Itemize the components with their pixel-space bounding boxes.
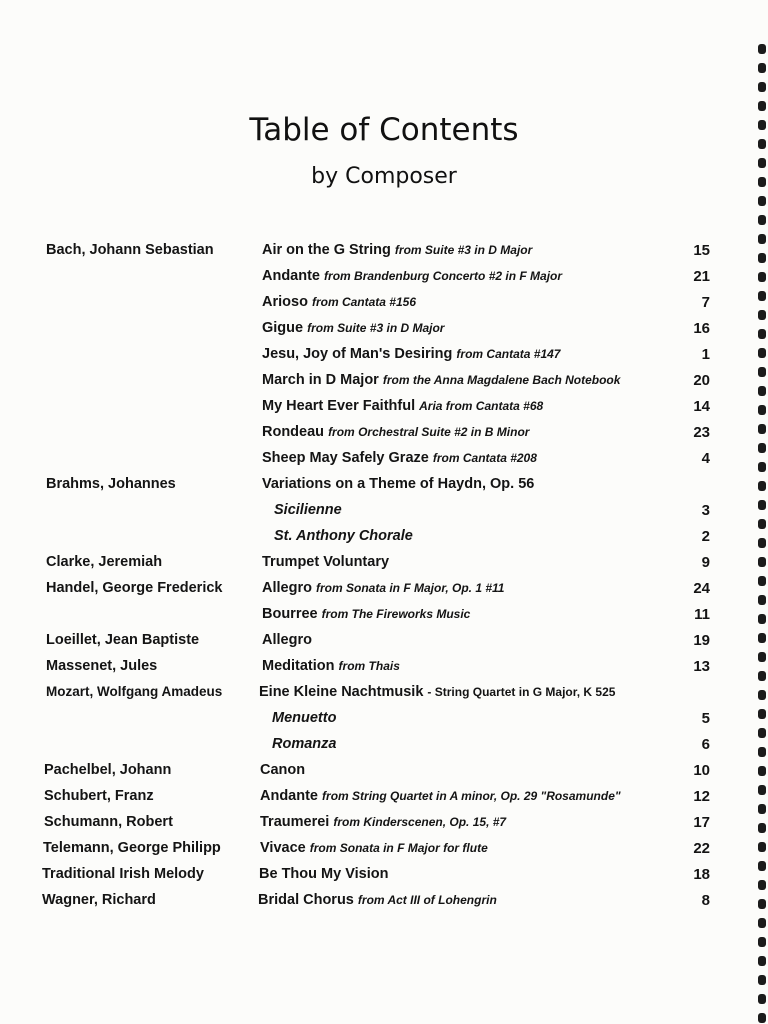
binding-hole — [758, 880, 766, 890]
work-title: Allegro from Sonata in F Major, Op. 1 #11 — [262, 580, 505, 596]
work-source: from Suite #3 in D Major — [394, 243, 533, 257]
work-title: Bridal Chorus from Act III of Lohengrin — [258, 892, 497, 908]
movement-title: St. Anthony Chorale — [274, 528, 413, 544]
work-title: Arioso from Cantata #156 — [262, 294, 416, 310]
work-title: Traumerei from Kinderscenen, Op. 15, #7 — [260, 814, 507, 830]
work-title: Gigue from Suite #3 in D Major — [262, 320, 445, 336]
binding-hole — [758, 595, 766, 605]
work-source: from Cantata #156 — [311, 295, 416, 309]
composer-name: Traditional Irish Melody — [42, 866, 204, 882]
toc-row — [0, 710, 768, 734]
work-title: Allegro — [262, 632, 312, 648]
toc-row — [0, 242, 768, 266]
binding-hole — [758, 253, 766, 263]
toc-row — [0, 320, 768, 344]
page-number: 1 — [701, 346, 710, 363]
composer-name: Schubert, Franz — [44, 788, 154, 804]
binding-hole — [758, 196, 766, 206]
work-source: from Sonata in F Major, Op. 1 #11 — [315, 581, 505, 595]
binding-hole — [758, 652, 766, 662]
composer-name: Schumann, Robert — [44, 814, 173, 830]
binding-hole — [758, 861, 766, 871]
binding-hole — [758, 785, 766, 795]
page-number: 16 — [693, 320, 710, 337]
toc-row — [0, 372, 768, 396]
binding-hole — [758, 823, 766, 833]
movement-title: Romanza — [272, 736, 337, 752]
work-source: - String Quartet in G Major, K 525 — [427, 685, 616, 699]
page-number: 9 — [701, 554, 710, 571]
binding-hole — [758, 842, 766, 852]
page-number: 10 — [693, 762, 710, 779]
toc-row — [0, 424, 768, 448]
work-title: Trumpet Voluntary — [262, 554, 390, 570]
binding-hole — [758, 443, 766, 453]
binding-hole — [758, 576, 766, 586]
toc-row — [0, 736, 768, 760]
binding-hole — [758, 557, 766, 567]
page-subtitle: by Composer — [311, 164, 457, 189]
binding-hole — [758, 348, 766, 358]
binding-hole — [758, 291, 766, 301]
binding-hole — [758, 614, 766, 624]
work-source: from Cantata #147 — [456, 347, 561, 361]
toc-row — [0, 528, 768, 552]
page-number: 13 — [693, 658, 710, 675]
binding-hole — [758, 690, 766, 700]
toc-row — [0, 632, 768, 656]
page-number: 12 — [693, 788, 710, 805]
work-title: Jesu, Joy of Man's Desiring from Cantata #147 — [262, 346, 561, 362]
toc-row — [0, 814, 768, 838]
page-number: 20 — [693, 372, 710, 389]
work-source: from the Anna Magdalene Bach Notebook — [382, 373, 621, 387]
binding-hole — [758, 519, 766, 529]
binding-hole — [758, 139, 766, 149]
work-source: from Orchestral Suite #2 in B Minor — [328, 425, 530, 439]
binding-hole — [758, 804, 766, 814]
toc-row — [0, 892, 768, 916]
composer-name: Brahms, Johannes — [46, 476, 176, 492]
work-source: from String Quartet in A minor, Op. 29 "Rosamunde" — [322, 789, 621, 803]
work-title: Bourree from The Fireworks Music — [262, 606, 471, 622]
binding-hole — [758, 994, 766, 1004]
page-number: 17 — [693, 814, 710, 831]
page-number: 2 — [701, 528, 710, 545]
work-source: from Kinderscenen, Op. 15, #7 — [333, 815, 507, 829]
work-title: Eine Kleine Nachtmusik - String Quartet in G Major, K 525 — [259, 684, 616, 700]
binding-hole — [758, 918, 766, 928]
composer-name: Clarke, Jeremiah — [46, 554, 163, 570]
movement-title: Sicilienne — [274, 502, 342, 518]
work-source: from Cantata #208 — [432, 451, 537, 465]
binding-hole — [758, 177, 766, 187]
binding-hole — [758, 215, 766, 225]
work-source: from Suite #3 in D Major — [307, 321, 445, 335]
binding-hole — [758, 728, 766, 738]
work-title: Vivace from Sonata in F Major for flute — [260, 840, 488, 856]
page-number: 18 — [693, 866, 710, 883]
work-title: Variations on a Theme of Haydn, Op. 56 — [262, 476, 535, 492]
binding-hole — [758, 709, 766, 719]
binding-hole — [758, 956, 766, 966]
composer-name: Pachelbel, Johann — [44, 762, 172, 778]
toc-row — [0, 268, 768, 292]
binding-hole — [758, 44, 766, 54]
page-number: 24 — [693, 580, 710, 597]
binding-hole — [758, 405, 766, 415]
binding-hole — [758, 766, 766, 776]
spiral-binding — [754, 0, 768, 1024]
work-title: Air on the G String from Suite #3 in D Major — [262, 242, 533, 258]
binding-hole — [758, 899, 766, 909]
page-number: 5 — [701, 710, 710, 727]
toc-row — [0, 476, 768, 500]
work-title: Be Thou My Vision — [259, 866, 389, 882]
composer-name: Massenet, Jules — [46, 658, 158, 674]
toc-row — [0, 554, 768, 578]
binding-hole — [758, 500, 766, 510]
work-title: March in D Major from the Anna Magdalene Bach Notebook — [262, 372, 621, 388]
page-number: 11 — [694, 606, 710, 623]
work-source: from The Fireworks Music — [321, 607, 471, 621]
binding-hole — [758, 671, 766, 681]
page-title: Table of Contents — [249, 112, 519, 148]
toc-row — [0, 762, 768, 786]
toc-row — [0, 294, 768, 318]
page-number: 19 — [693, 632, 710, 649]
composer-name: Telemann, George Philipp — [43, 840, 221, 856]
binding-hole — [758, 101, 766, 111]
binding-hole — [758, 367, 766, 377]
page-number: 22 — [693, 840, 710, 857]
toc-row — [0, 866, 768, 890]
binding-hole — [758, 481, 766, 491]
toc-row — [0, 346, 768, 370]
page-number: 15 — [693, 242, 710, 259]
binding-hole — [758, 329, 766, 339]
binding-hole — [758, 937, 766, 947]
toc-row — [0, 684, 768, 708]
composer-name: Mozart, Wolfgang Amadeus — [46, 684, 223, 699]
work-title: Canon — [260, 762, 306, 778]
page-number: 14 — [693, 398, 710, 415]
binding-hole — [758, 386, 766, 396]
binding-hole — [758, 310, 766, 320]
composer-name: Wagner, Richard — [42, 892, 156, 908]
work-source: from Brandenburg Concerto #2 in F Major — [324, 269, 563, 283]
binding-hole — [758, 747, 766, 757]
composer-name: Bach, Johann Sebastian — [46, 242, 214, 258]
work-title: Sheep May Safely Graze from Cantata #208 — [262, 450, 537, 466]
binding-hole — [758, 272, 766, 282]
binding-hole — [758, 462, 766, 472]
toc-row — [0, 840, 768, 864]
work-title: Rondeau from Orchestral Suite #2 in B Minor — [262, 424, 530, 440]
composer-name: Loeillet, Jean Baptiste — [46, 632, 200, 648]
toc-row — [0, 658, 768, 682]
binding-hole — [758, 424, 766, 434]
work-title: Andante from Brandenburg Concerto #2 in F Major — [262, 268, 563, 284]
binding-hole — [758, 158, 766, 168]
binding-hole — [758, 1013, 766, 1023]
movement-title: Menuetto — [272, 710, 337, 726]
work-source: from Thais — [338, 659, 400, 673]
work-source: from Sonata in F Major for flute — [309, 841, 488, 855]
page-number: 8 — [701, 892, 710, 909]
work-title: Andante from String Quartet in A minor, Op. 29 "Rosamunde" — [260, 788, 621, 804]
page-number: 6 — [701, 736, 710, 753]
work-title: My Heart Ever Faithful Aria from Cantata #68 — [262, 398, 544, 414]
binding-hole — [758, 975, 766, 985]
work-source: Aria from Cantata #68 — [419, 399, 544, 413]
binding-hole — [758, 538, 766, 548]
page-number: 3 — [701, 502, 710, 519]
binding-hole — [758, 82, 766, 92]
work-title: Meditation from Thais — [262, 658, 400, 674]
toc-row — [0, 398, 768, 422]
toc-row — [0, 788, 768, 812]
binding-hole — [758, 633, 766, 643]
page-number: 4 — [701, 450, 710, 467]
page-number: 23 — [693, 424, 710, 441]
binding-hole — [758, 120, 766, 130]
binding-hole — [758, 234, 766, 244]
toc-row — [0, 580, 768, 604]
binding-hole — [758, 63, 766, 73]
toc-row — [0, 606, 768, 630]
page-number: 7 — [701, 294, 710, 311]
toc-row — [0, 450, 768, 474]
page-number: 21 — [693, 268, 710, 285]
composer-name: Handel, George Frederick — [46, 580, 223, 596]
work-source: from Act III of Lohengrin — [357, 893, 497, 907]
toc-row — [0, 502, 768, 526]
